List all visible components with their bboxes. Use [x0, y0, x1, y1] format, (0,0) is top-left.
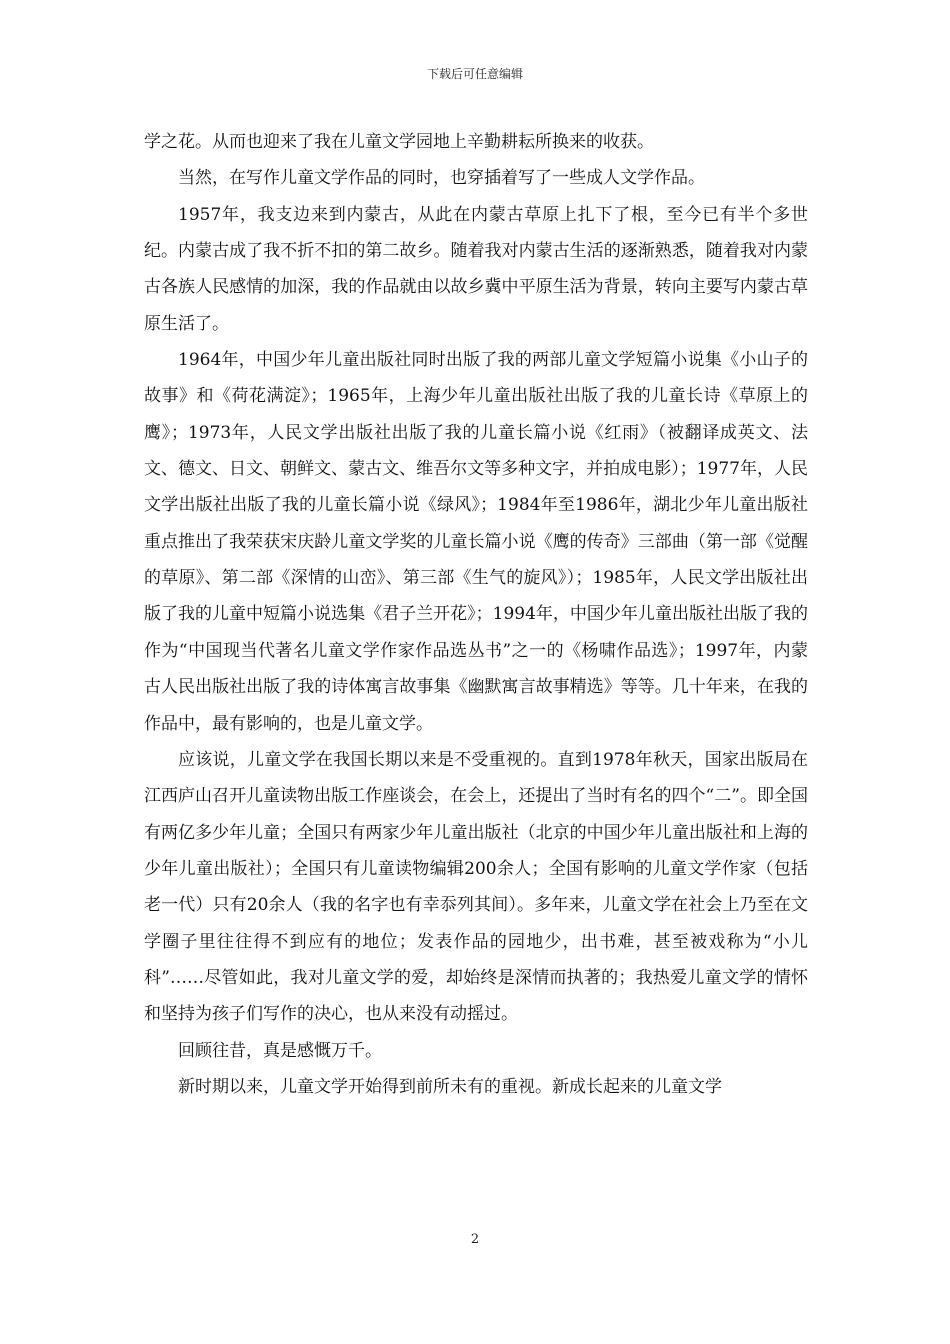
- paragraph-4: 1964年，中国少年儿童出版社同时出版了我的两部儿童文学短篇小说集《小山子的故事》和《荷花满淀》；1965年，上海少年儿童出版社出版了我的儿童长诗《草原上的鹰》；1973年，人民文学出版社出版了我的儿童长篇小说《红雨》（被翻译成英文、法文、德文、日文、朝鲜文、蒙古文、维吾尔文等多种文字，并拍成电影）；1977年，人民文学出版社出版了我的儿童长篇小说《绿风》；1984年至1986年，湖北少年儿童出版社重点推出了我荣获宋庆龄儿童文学奖的儿童长篇小说《鹰的传奇》三部曲（第一部《觉醒的草原》、第二部《深情的山峦》、第三部《生气的旋风》）；1985年，人民文学出版社出版了我的儿童中短篇小说选集《君子兰开花》；1994年，中国少年儿童出版社出版了我的作为“中国现当代著名儿童文学作家作品选丛书”之一的《杨啸作品选》；1997年，内蒙古人民出版社出版了我的诗体寓言故事集《幽默寓言故事精选》等等。几十年来，在我的作品中，最有影响的，也是儿童文学。: [144, 350, 808, 734]
- paragraph-7: 新时期以来，儿童文学开始得到前所未有的重视。新成长起来的儿童文学: [178, 1076, 722, 1097]
- document-body: [144, 124, 808, 1105]
- paragraph-5: 应该说，儿童文学在我国长期以来是不受重视的。直到1978年秋天，国家出版局在江西庐山召开儿童读物出版工作座谈会，在会上，还提出了当时有名的四个“二”。即全国有两亿多少年儿童；全国只有两家少年儿童出版社（北京的中国少年儿童出版社和上海的少年儿童出版社）；全国只有儿童读物编辑200余人；全国有影响的儿童文学作家（包括老一代）只有20余人（我的名字也有幸忝列其间）。多年来，儿童文学在社会上乃至在文学圈子里往往得不到应有的地位；发表作品的园地少，出书难，甚至被戏称为“小儿科”……尽管如此，我对儿童文学的爱，却始终是深情而执著的；我热爱儿童文学的情怀和坚持为孩子们写作的决心，也从来没有动摇过。: [144, 749, 808, 1025]
- paragraph-2: 当然，在写作儿童文学作品的同时，也穿插着写了一些成人文学作品。: [178, 168, 705, 189]
- page-header: 下载后可任意编辑: [426, 67, 523, 81]
- paragraph-3: 1957年，我支边来到内蒙古，从此在内蒙古草原上扎下了根，至今已有半个多世纪。内蒙古成了我不折不扣的第二故乡。随着我对内蒙古生活的逐渐熟悉，随着我对内蒙古各族人民感情的加深，我的作品就由以故乡冀中平原生活为背景，转向主要写内蒙古草原生活了。: [144, 204, 808, 334]
- paragraph-6: 回顾往昔，真是感慨万千。: [178, 1040, 382, 1061]
- page-number: 2: [470, 1232, 480, 1247]
- paragraph-1: 学之花。从而也迎来了我在儿童文学园地上辛勤耕耘所换来的收获。: [144, 132, 654, 152]
